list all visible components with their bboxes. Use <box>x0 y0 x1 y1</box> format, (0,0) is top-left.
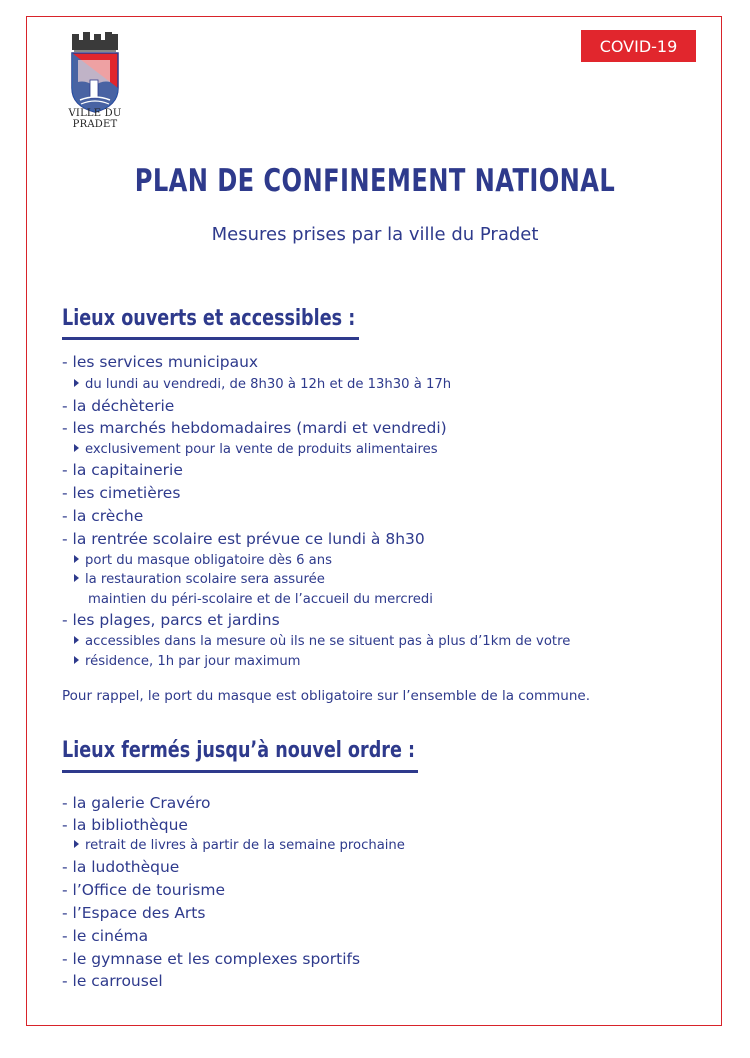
bullet-triangle-icon <box>74 555 79 563</box>
logo-caption: VILLE DU PRADET <box>68 108 122 130</box>
list-item: - la capitainerie <box>62 461 183 479</box>
list-item: - le cinéma <box>62 927 149 945</box>
list-item: - la déchèterie <box>62 397 175 415</box>
page-subtitle: Mesures prises par la ville du Pradet <box>211 224 539 245</box>
list-item: - les services municipaux <box>62 353 259 371</box>
list-item: - l’Espace des Arts <box>62 904 206 922</box>
sub-item: du lundi au vendredi, de 8h30 à 12h et de 13h30 à 17h <box>74 377 451 392</box>
list-item: - la crèche <box>62 507 144 525</box>
section-open-heading <box>62 306 355 331</box>
sub-item: retrait de livres à partir de la semaine prochaine <box>74 838 405 853</box>
section-closed-heading-colon: : <box>408 738 416 763</box>
list-item: - les marchés hebdomadaires (mardi et vendredi) <box>62 419 447 437</box>
bullet-triangle-icon <box>74 656 79 664</box>
bullet-triangle-icon <box>74 444 79 452</box>
sub-item: exclusivement pour la vente de produits alimentaires <box>74 442 438 457</box>
section-open-underline <box>62 337 359 340</box>
section-closed-heading-text: Lieux fermés jusqu’à nouvel ordre <box>62 738 402 763</box>
section-open-heading-text: Lieux ouverts et accessibles <box>62 306 343 331</box>
list-item: - le carrousel <box>62 972 163 990</box>
section-closed-underline <box>62 770 418 773</box>
sub-item: la restauration scolaire sera assurée <box>74 572 325 587</box>
list-item: - la bibliothèque <box>62 816 188 834</box>
section-open-heading-colon: : <box>348 306 356 331</box>
sub-item: accessibles dans la mesure où ils ne se situent pas à plus d’1km de votre <box>74 634 570 649</box>
bullet-triangle-icon <box>74 840 79 848</box>
sub-item: port du masque obligatoire dès 6 ans <box>74 553 332 568</box>
bullet-triangle-icon <box>74 636 79 644</box>
section-closed-heading <box>62 738 415 763</box>
covid-badge: COVID-19 <box>581 30 696 62</box>
bullet-triangle-icon <box>74 379 79 387</box>
list-item: - la galerie Cravéro <box>62 794 211 812</box>
list-item: - la rentrée scolaire est prévue ce lundi à 8h30 <box>62 530 425 548</box>
page-title: PLAN DE CONFINEMENT NATIONAL <box>134 163 616 199</box>
sub-item-continuation: maintien du péri-scolaire et de l’accueil du mercredi <box>88 592 433 607</box>
list-item: - la ludothèque <box>62 858 180 876</box>
list-item: - l’Office de tourisme <box>62 881 225 899</box>
bullet-triangle-icon <box>74 574 79 582</box>
list-item: - le gymnase et les complexes sportifs <box>62 950 361 968</box>
list-item: - les plages, parcs et jardins <box>62 611 280 629</box>
list-item: - les cimetières <box>62 484 181 502</box>
sub-item: résidence, 1h par jour maximum <box>74 654 301 669</box>
reminder-note: Pour rappel, le port du masque est obligatoire sur l’ensemble de la commune. <box>62 688 590 704</box>
